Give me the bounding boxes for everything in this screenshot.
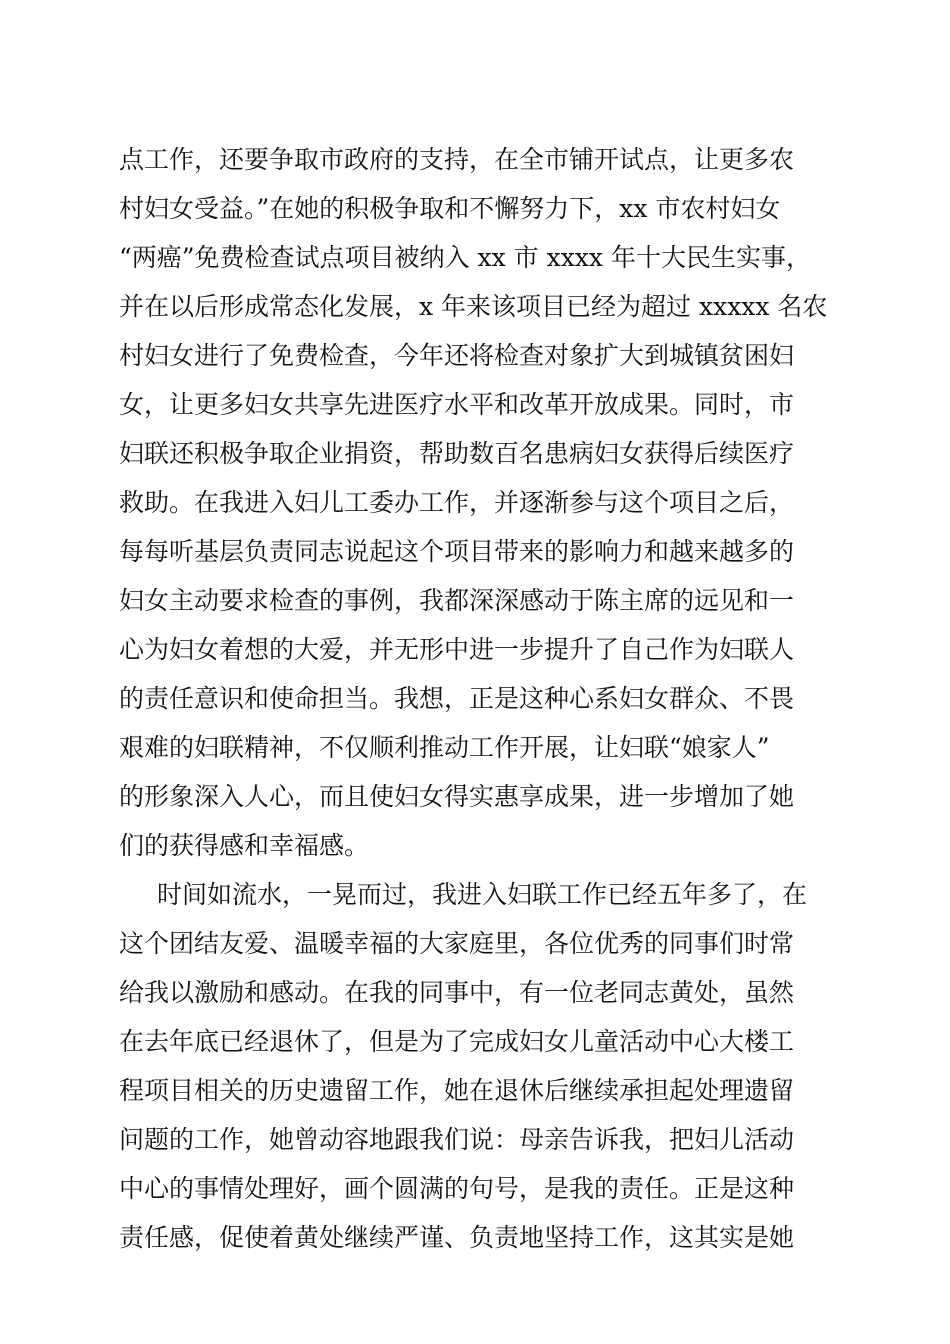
text-line-content: 在去年底已经退休了，但是为了完成妇女儿童活动中心大楼工 [119, 1027, 795, 1056]
text-line-content: 艰难的妇联精神，不仅顺利推动工作开展，让妇联“娘家人” [119, 733, 770, 762]
text-line-content: 们的获得感和幸福感。 [119, 831, 370, 860]
text-line [0, 384, 950, 426]
text-line-content: 问题的工作，她曾动容地跟我们说：母亲告诉我，把妇儿活动 [119, 1125, 795, 1154]
text-line [0, 237, 950, 279]
text-line-content: 点工作，还要争取市政府的支持，在全市铺开试点，让更多农 [119, 145, 795, 174]
text-line [0, 1217, 950, 1259]
text-line-content: 每每听基层负责同志说起这个项目带来的影响力和越来越多的 [119, 537, 795, 566]
text-line [0, 433, 950, 475]
text-line [0, 1070, 950, 1112]
text-line [0, 923, 950, 965]
text-line-content: 程项目相关的历史遗留工作，她在退休后继续承担起处理遗留 [119, 1076, 795, 1105]
text-line-content: 救助。在我进入妇儿工委办工作，并逐渐参与这个项目之后， [119, 488, 795, 517]
text-line-content: 责任感，促使着黄处继续严谨、负责地坚持工作，这其实是她 [119, 1223, 795, 1252]
text-line-content: 妇女主动要求检查的事例，我都深深感动于陈主席的远见和一 [119, 586, 795, 615]
text-line-content: 村妇女受益。”在她的积极争取和不懈努力下，xx 市农村妇女 [119, 194, 781, 223]
text-line-content: “两癌”免费检查试点项目被纳入 xx 市 xxxx 年十大民生实事， [119, 243, 811, 272]
text-line-content: 给我以激励和感动。在我的同事中，有一位老同志黄处，虽然 [119, 978, 795, 1007]
text-line [0, 482, 950, 524]
text-line-content: 心为妇女着想的大爱，并无形中进一步提升了自己作为妇联人 [119, 635, 795, 664]
text-line-content: 的形象深入人心，而且使妇女得实惠享成果，进一步增加了她 [119, 782, 795, 811]
text-line [0, 825, 950, 867]
text-line [0, 1168, 950, 1210]
text-line [0, 972, 950, 1014]
text-line-content: 中心的事情处理好，画个圆满的句号，是我的责任。正是这种 [119, 1174, 795, 1203]
text-line [0, 727, 950, 769]
text-line [0, 629, 950, 671]
text-line [0, 874, 950, 916]
text-line [0, 1119, 950, 1161]
text-line [0, 335, 950, 377]
text-line-content: 的责任意识和使命担当。我想，正是这种心系妇女群众、不畏 [119, 684, 795, 713]
text-line [0, 139, 950, 181]
text-line [0, 580, 950, 622]
text-line [0, 776, 950, 818]
text-line-content: 并在以后形成常态化发展，x 年来该项目已经为超过 xxxxx 名农 [119, 292, 828, 321]
text-line-content: 这个团结友爱、温暖幸福的大家庭里，各位优秀的同事们时常 [119, 929, 795, 958]
text-line [0, 531, 950, 573]
text-line [0, 678, 950, 720]
text-line [0, 286, 950, 328]
text-line [0, 188, 950, 230]
text-line [0, 1021, 950, 1063]
text-line-content: 女，让更多妇女共享先进医疗水平和改革开放成果。同时，市 [119, 390, 795, 419]
text-line-content: 村妇女进行了免费检查，今年还将检查对象扩大到城镇贫困妇 [119, 341, 795, 370]
text-line-content: 妇联还积极争取企业捐资，帮助数百名患病妇女获得后续医疗 [119, 439, 795, 468]
paragraph-first-line: 时间如流水，一晃而过，我进入妇联工作已经五年多了，在 [157, 880, 808, 909]
